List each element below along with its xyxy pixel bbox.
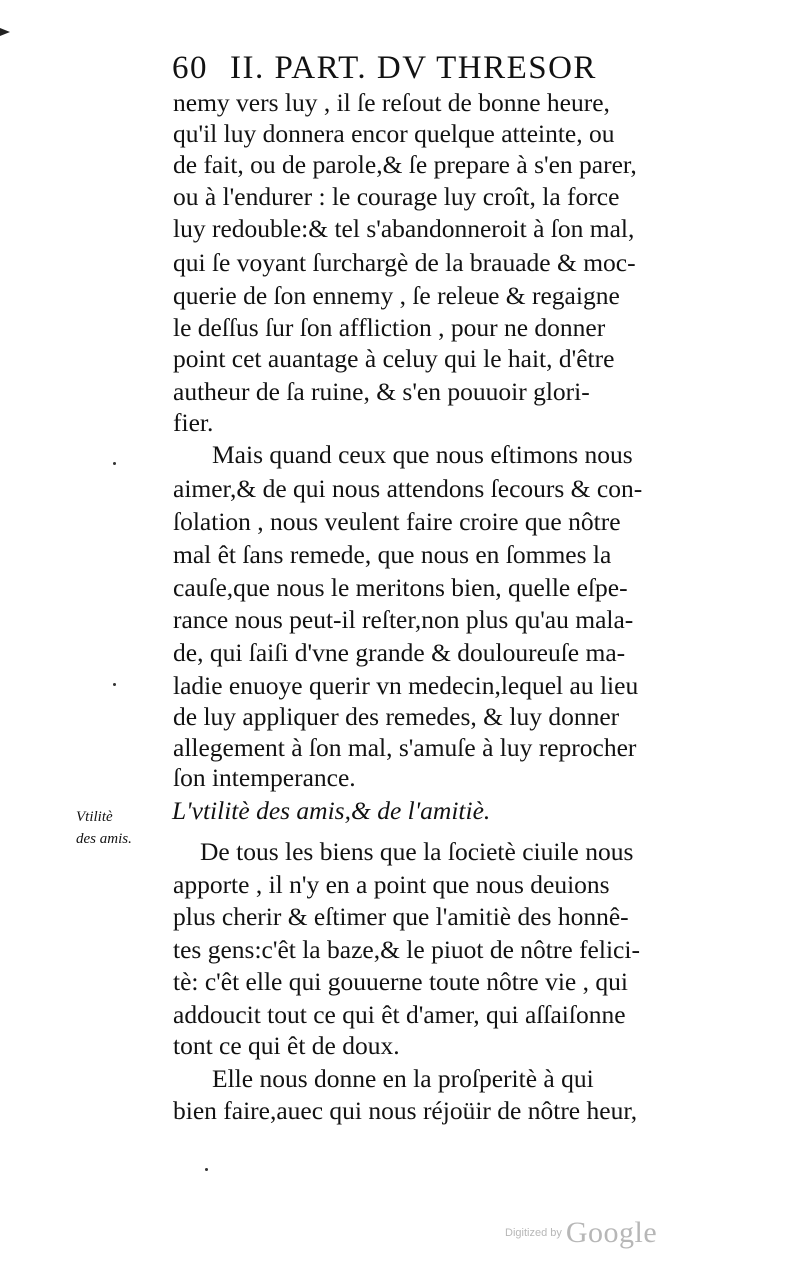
text-line: tè: c'êt elle qui gouuerne toute nôtre vie , qui [173, 967, 628, 996]
text-line: aimer,& de qui nous attendons ſecours & con- [173, 474, 643, 503]
text-line: nemy vers luy , il ſe reſout de bonne heure, [173, 88, 610, 117]
text-line: de, qui ſaiſi d'vne grande & douloureuſe ma- [173, 638, 626, 667]
text-line: le deſſus ſur ſon affliction , pour ne donner [173, 313, 606, 342]
scan-speck [113, 683, 116, 686]
text-line: de luy appliquer des remedes, & luy donner [173, 702, 620, 731]
text-line: addoucit tout ce qui êt d'amer, qui aſſaiſonne [173, 1000, 626, 1029]
text-line: ou à l'endurer : le courage luy croît, la force [173, 182, 620, 211]
text-line: Mais quand ceux que nous eſtimons nous [212, 440, 633, 469]
page-number: 60 [172, 50, 208, 86]
text-line: autheur de ſa ruine, & s'en pouuoir glori- [173, 377, 590, 406]
text-line: apporte , il n'y en a point que nous deuions [173, 870, 610, 899]
margin-note [76, 806, 166, 850]
corner-mark [0, 28, 10, 36]
margin-note-line: Vtilitè [76, 809, 113, 825]
google-logo: Google [565, 1216, 658, 1249]
digitized-watermark [505, 1216, 657, 1250]
text-line: ladie enuoye querir vn medecin,lequel au lieu [173, 671, 639, 700]
running-header [172, 50, 692, 90]
watermark-prefix: Digitized by [505, 1227, 562, 1239]
text-line: De tous les biens que la ſocietè ciuile nous [200, 837, 634, 866]
text-line: ſolation , nous veulent faire croire que nôtre [173, 507, 621, 536]
section-heading: L'vtilitè des amis,& de l'amitiè. [172, 796, 491, 825]
scan-speck [113, 462, 116, 465]
text-line: tes gens:c'êt la baze,& le piuot de nôtre felici- [173, 935, 640, 964]
scan-speck [205, 1168, 208, 1171]
text-line: de fait, ou de parole,& ſe prepare à s'en parer, [173, 150, 637, 179]
running-title: II. PART. DV THRESOR [230, 50, 597, 86]
text-line: luy redouble:& tel s'abandonneroit à ſon mal, [173, 214, 635, 243]
text-line: qu'il luy donnera encor quelque atteinte, ou [173, 119, 615, 148]
text-line: qui ſe voyant ſurchargè de la brauade & moc- [173, 248, 636, 277]
text-line: cauſe,que nous le meritons bien, quelle eſpe- [173, 573, 628, 602]
text-line: querie de ſon ennemy , ſe releue & regaigne [173, 281, 620, 310]
text-line: ſon intemperance. [173, 763, 356, 792]
text-line: Elle nous donne en la proſperitè à qui [212, 1064, 594, 1093]
text-line: fier. [173, 408, 214, 437]
text-line: allegement à ſon mal, s'amuſe à luy reprocher [173, 733, 637, 762]
text-line: mal êt ſans remede, que nous en ſommes la [173, 540, 612, 569]
margin-note-line: des amis. [76, 831, 132, 847]
text-line: bien faire,auec qui nous réjoüir de nôtre heur, [173, 1096, 638, 1125]
text-line: point cet auantage à celuy qui le hait, d'être [173, 344, 615, 373]
text-line: tont ce qui êt de doux. [173, 1031, 400, 1060]
text-line: plus cherir & eſtimer que l'amitiè des honnê- [173, 902, 629, 931]
text-line: rance nous peut-il reſter,non plus qu'au mala- [173, 605, 634, 634]
